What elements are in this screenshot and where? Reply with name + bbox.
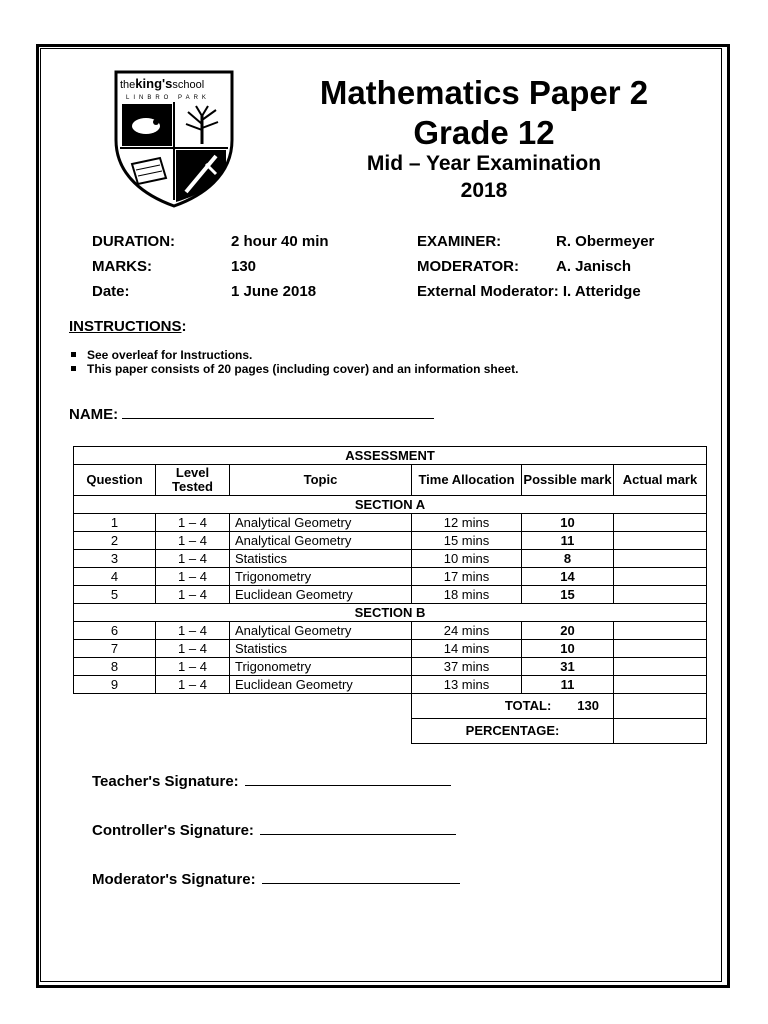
examiner-value: R. Obermeyer — [556, 233, 655, 250]
svg-text:LINBRO PARK: LINBRO PARK — [126, 95, 210, 101]
section-a-rows — [74, 514, 707, 604]
controller-signature-row — [92, 822, 456, 839]
question-cell: 6 — [74, 622, 156, 640]
level-cell: 1 – 4 — [156, 658, 230, 676]
name-label: NAME: — [69, 406, 119, 423]
controller-signature-line[interactable] — [260, 822, 456, 835]
paper-title: Mathematics Paper 2 — [319, 74, 649, 111]
col-header-question: Question — [74, 465, 156, 496]
exam-subtitle: Mid – Year Examination — [366, 152, 602, 175]
time-cell: 15 mins — [412, 532, 522, 550]
question-cell: 2 — [74, 532, 156, 550]
topic-cell: Trigonometry — [230, 568, 412, 586]
table-row — [74, 622, 707, 640]
moderator-value: A. Janisch — [556, 258, 632, 275]
question-cell: 5 — [74, 586, 156, 604]
name-row — [69, 406, 434, 423]
examiner-label: EXAMINER: — [417, 233, 502, 250]
col-header-topic: Topic — [230, 465, 412, 496]
level-cell: 1 – 4 — [156, 532, 230, 550]
section-b-heading: SECTION B — [74, 604, 707, 622]
actual-mark-cell[interactable] — [614, 514, 707, 532]
assessment-table — [73, 446, 707, 744]
moderator-signature-line[interactable] — [262, 871, 460, 884]
date-label: Date: — [92, 283, 130, 300]
table-row — [74, 532, 707, 550]
percentage-actual-cell[interactable] — [614, 719, 707, 744]
question-cell: 7 — [74, 640, 156, 658]
topic-cell: Analytical Geometry — [230, 622, 412, 640]
possible-mark-cell: 14 — [522, 568, 614, 586]
actual-mark-cell[interactable] — [614, 676, 707, 694]
time-cell: 13 mins — [412, 676, 522, 694]
table-row — [74, 676, 707, 694]
col-header-time: Time Allocation — [412, 465, 522, 496]
level-cell: 1 – 4 — [156, 514, 230, 532]
col-header-possible: Possible mark — [522, 465, 614, 496]
time-cell: 37 mins — [412, 658, 522, 676]
date-value: 1 June 2018 — [231, 283, 317, 300]
table-row — [74, 640, 707, 658]
time-cell: 17 mins — [412, 568, 522, 586]
svg-text:theking'sschool: theking'sschool — [120, 76, 205, 91]
actual-mark-cell[interactable] — [614, 586, 707, 604]
actual-mark-cell[interactable] — [614, 640, 707, 658]
topic-cell: Analytical Geometry — [230, 532, 412, 550]
instructions-list — [69, 348, 518, 376]
duration-label: DURATION: — [92, 233, 176, 250]
time-cell: 12 mins — [412, 514, 522, 532]
actual-mark-cell[interactable] — [614, 622, 707, 640]
col-header-level: Level Tested — [156, 465, 230, 496]
external-moderator-value: I. Atteridge — [562, 283, 641, 300]
topic-cell: Euclidean Geometry — [230, 676, 412, 694]
school-crest-logo — [112, 68, 236, 208]
table-row — [74, 550, 707, 568]
actual-mark-cell[interactable] — [614, 658, 707, 676]
level-cell: 1 – 4 — [156, 622, 230, 640]
question-cell: 8 — [74, 658, 156, 676]
teacher-signature-label: Teacher's Signature: — [92, 773, 239, 790]
moderator-signature-row — [92, 871, 460, 888]
level-cell: 1 – 4 — [156, 586, 230, 604]
time-cell: 18 mins — [412, 586, 522, 604]
external-moderator — [417, 283, 641, 300]
marks-label: MARKS: — [92, 258, 152, 275]
col-header-actual: Actual mark — [614, 465, 707, 496]
topic-cell: Statistics — [230, 550, 412, 568]
teacher-signature-row — [92, 773, 451, 790]
marks-value: 130 — [231, 258, 257, 275]
possible-mark-cell: 10 — [522, 640, 614, 658]
topic-cell: Statistics — [230, 640, 412, 658]
actual-mark-cell[interactable] — [614, 550, 707, 568]
possible-mark-cell: 8 — [522, 550, 614, 568]
question-cell: 3 — [74, 550, 156, 568]
section-b-rows — [74, 622, 707, 694]
external-moderator-label: External Moderator: — [417, 283, 559, 300]
instructions-heading: INSTRUCTIONS: — [69, 318, 187, 335]
assessment-title: ASSESSMENT — [74, 447, 707, 465]
instruction-item: See overleaf for Instructions. — [69, 348, 518, 362]
possible-mark-cell: 11 — [522, 532, 614, 550]
moderator-label: MODERATOR: — [417, 258, 519, 275]
total-label-cell: TOTAL: 130 — [412, 694, 614, 719]
possible-mark-cell: 15 — [522, 586, 614, 604]
controller-signature-label: Controller's Signature: — [92, 822, 254, 839]
question-cell: 9 — [74, 676, 156, 694]
question-cell: 1 — [74, 514, 156, 532]
topic-cell: Trigonometry — [230, 658, 412, 676]
exam-year: 2018 — [460, 179, 508, 202]
duration-value: 2 hour 40 min — [231, 233, 329, 250]
time-cell: 14 mins — [412, 640, 522, 658]
moderator-signature-label: Moderator's Signature: — [92, 871, 256, 888]
table-row — [74, 568, 707, 586]
possible-mark-cell: 11 — [522, 676, 614, 694]
instruction-item: This paper consists of 20 pages (including cover) and an information sheet. — [69, 362, 518, 376]
level-cell: 1 – 4 — [156, 676, 230, 694]
percentage-label-cell: PERCENTAGE: — [412, 719, 614, 744]
section-a-heading: SECTION A — [74, 496, 707, 514]
table-row — [74, 586, 707, 604]
possible-mark-cell: 20 — [522, 622, 614, 640]
level-cell: 1 – 4 — [156, 568, 230, 586]
name-field-line[interactable] — [122, 406, 434, 419]
table-row — [74, 658, 707, 676]
grade-title: Grade 12 — [413, 114, 555, 151]
topic-cell: Analytical Geometry — [230, 514, 412, 532]
teacher-signature-line[interactable] — [245, 773, 451, 786]
table-row — [74, 514, 707, 532]
actual-mark-cell[interactable] — [614, 568, 707, 586]
possible-mark-cell: 10 — [522, 514, 614, 532]
level-cell: 1 – 4 — [156, 550, 230, 568]
question-cell: 4 — [74, 568, 156, 586]
time-cell: 24 mins — [412, 622, 522, 640]
actual-mark-cell[interactable] — [614, 532, 707, 550]
possible-mark-cell: 31 — [522, 658, 614, 676]
total-actual-cell[interactable] — [614, 694, 707, 719]
time-cell: 10 mins — [412, 550, 522, 568]
topic-cell: Euclidean Geometry — [230, 586, 412, 604]
level-cell: 1 – 4 — [156, 640, 230, 658]
